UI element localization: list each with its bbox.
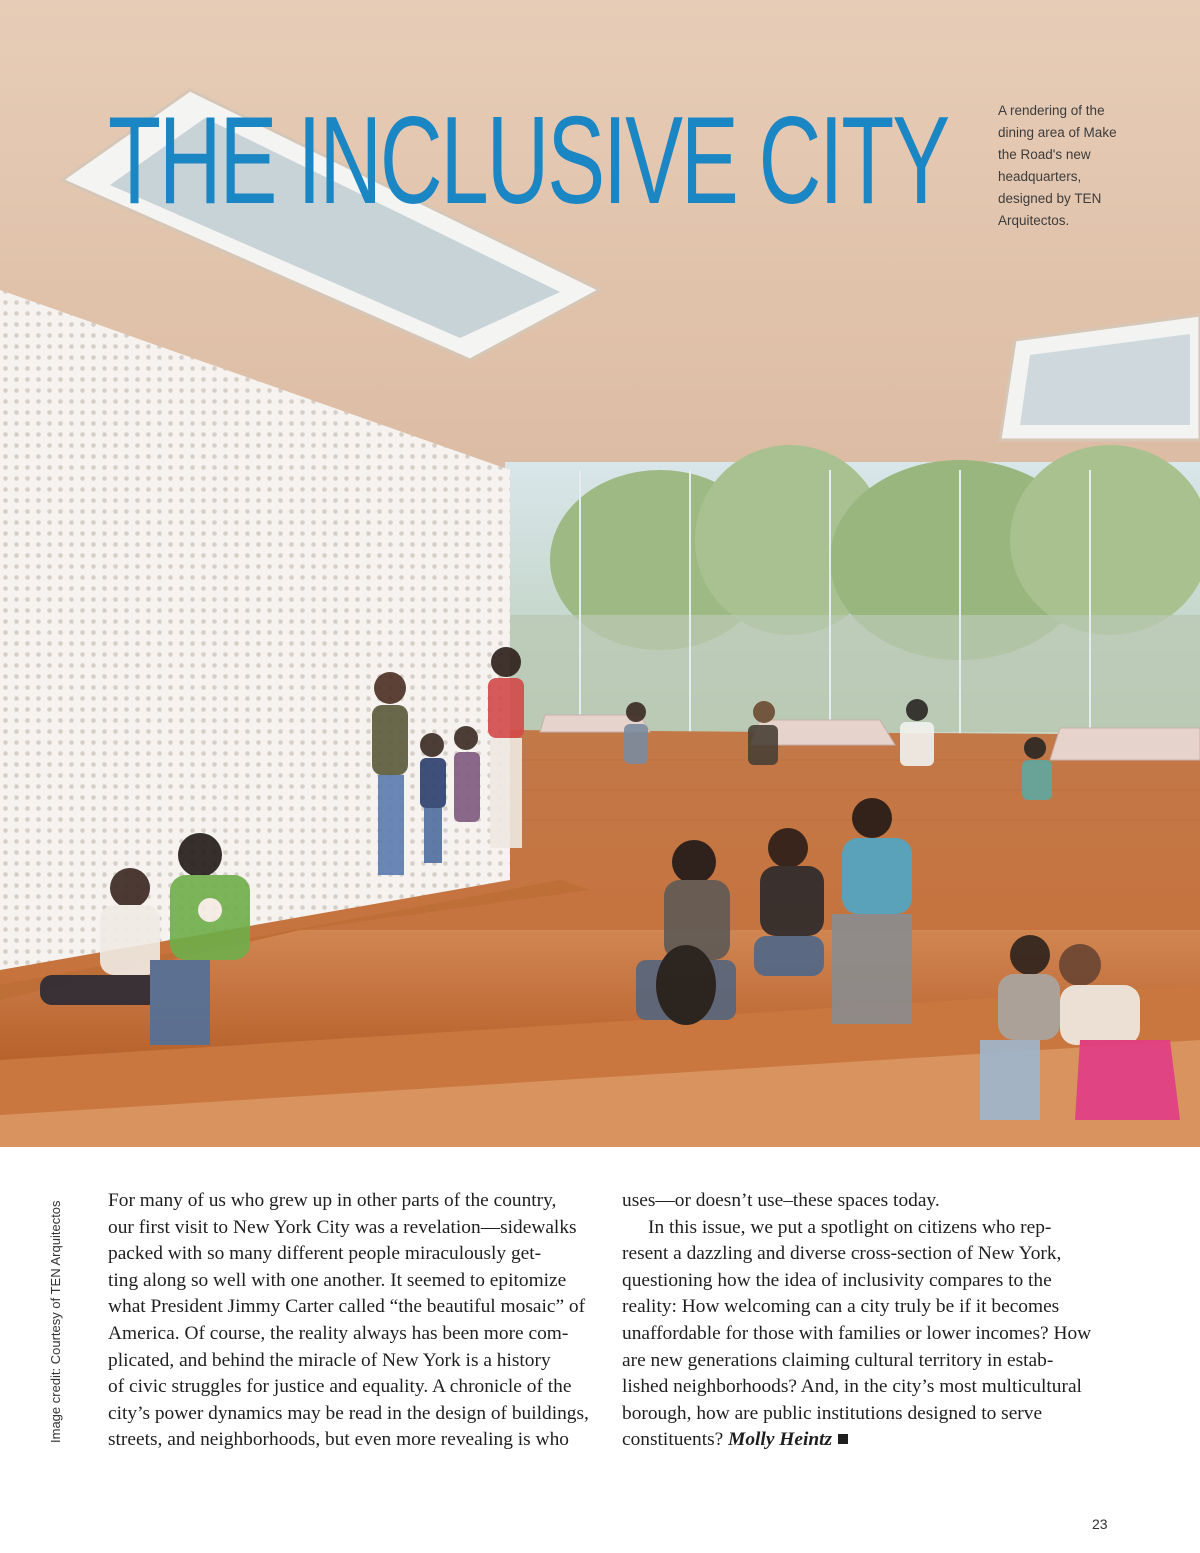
article-paragraph — [622, 1188, 1100, 1215]
text-line: plicated, and behind the miracle of New York is a history — [108, 1349, 551, 1371]
text-line: resent a dazzling and diverse cross-section of New York, — [622, 1243, 1062, 1265]
text-line: For many of us who grew up in other parts of the country, — [108, 1190, 557, 1211]
text-line: questioning how the idea of inclusivity compares to the — [622, 1269, 1052, 1291]
text-line: ting along so well with one another. It seemed to epitomize — [108, 1269, 567, 1291]
page-title: THE INCLUSIVE CITY — [108, 92, 948, 230]
article-column-left — [108, 1188, 589, 1454]
page-number: 23 — [1092, 1516, 1108, 1532]
text-line: of civic struggles for justice and equality. A chronicle of the — [108, 1376, 572, 1398]
image-credit: Image credit: Courtesy of TEN Arquitectos — [48, 1200, 63, 1443]
text-line: what President Jimmy Carter called “the beautiful mosaic” of — [108, 1296, 586, 1318]
article-paragraph — [108, 1188, 589, 1454]
text-line — [622, 1427, 1100, 1454]
author-name: Molly Heintz — [728, 1429, 833, 1451]
text-line: streets, and neighborhoods, but even more revealing is who — [108, 1429, 569, 1451]
closing-text: constituents? — [622, 1429, 724, 1451]
text-line: lished neighborhoods? And, in the city’s most multicultural — [622, 1376, 1082, 1398]
text-line: unaffordable for those with families or lower incomes? How — [622, 1322, 1092, 1344]
article-paragraph — [622, 1215, 1100, 1454]
text-line: reality: How welcoming can a city truly be if it becomes — [622, 1296, 1060, 1318]
text-line: our first visit to New York City was a revelation—sidewalks — [108, 1216, 577, 1238]
text-line: are new generations claiming cultural territory in estab- — [622, 1349, 1054, 1371]
end-mark-icon — [838, 1434, 848, 1444]
text-line: city’s power dynamics may be read in the design of buildings, — [108, 1402, 589, 1424]
text-line: packed with so many different people miraculously get- — [108, 1243, 542, 1265]
image-caption: A rendering of the dining area of Make the Road's new headquarters, designed by TEN Arquitectos. — [998, 103, 1117, 228]
article-column-right — [622, 1188, 1100, 1454]
text-line: borough, how are public institutions designed to serve — [622, 1402, 1043, 1424]
text-line: In this issue, we put a spotlight on citizens who rep- — [648, 1216, 1052, 1238]
text-line: America. Of course, the reality always has been more com- — [108, 1322, 569, 1344]
text-line: uses—or doesn’t use–these spaces today. — [622, 1190, 940, 1211]
